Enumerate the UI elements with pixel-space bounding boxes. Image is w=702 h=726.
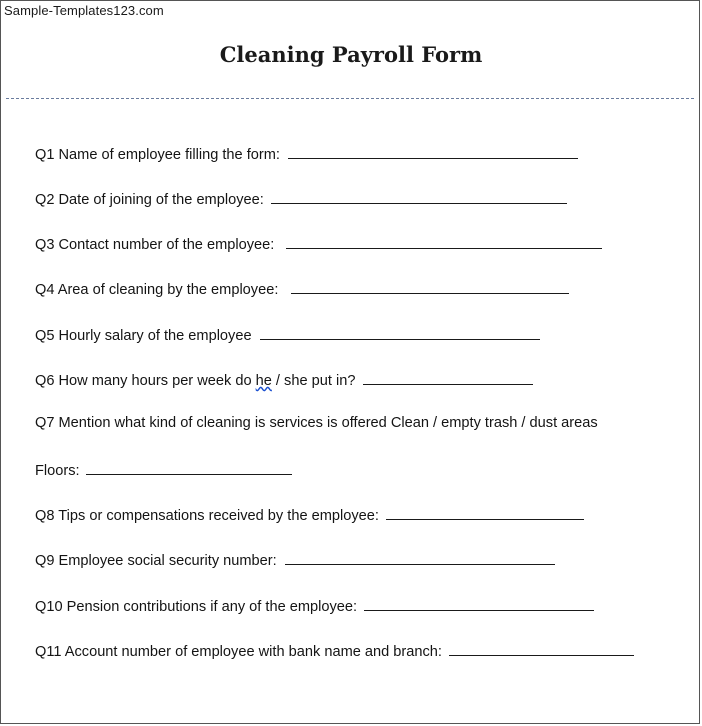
question-label: Q4 Area of cleaning by the employee: [35, 282, 279, 298]
question-q1 [35, 144, 578, 163]
question-q4 [35, 279, 569, 298]
answer-blank-q11[interactable] [449, 641, 634, 656]
question-label-part: Q6 How many hours per week do [35, 373, 256, 389]
question-label: Q11 Account number of employee with bank name and branch: [35, 644, 442, 660]
answer-blank-q6[interactable] [363, 370, 533, 385]
question-q3 [35, 234, 602, 253]
question-label: Q9 Employee social security number: [35, 553, 277, 569]
site-watermark: Sample-Templates123.com [4, 3, 164, 18]
answer-blank-q9[interactable] [285, 550, 555, 565]
answer-blank-q10[interactable] [364, 596, 594, 611]
answer-blank-q8[interactable] [386, 505, 584, 520]
question-q6 [35, 370, 533, 389]
question-q2 [35, 189, 567, 208]
question-q10 [35, 596, 594, 615]
answer-blank-q2[interactable] [271, 189, 567, 204]
answer-blank-q5[interactable] [260, 325, 540, 340]
question-label: Q7 Mention what kind of cleaning is services is offered Clean / empty trash / dust areas [35, 415, 598, 431]
question-label: Q1 Name of employee filling the form: [35, 147, 280, 163]
question-q11 [35, 641, 634, 660]
question-label: Q8 Tips or compensations received by the employee: [35, 508, 379, 524]
question-label: Q10 Pension contributions if any of the employee: [35, 599, 358, 615]
form-title: Cleaning Payroll Form [219, 42, 483, 67]
question-q7 [35, 415, 598, 431]
answer-blank-q3[interactable] [286, 234, 602, 249]
answer-blank-q1[interactable] [288, 144, 578, 159]
flagged-word: he [255, 373, 272, 389]
question-label: Floors: [35, 463, 80, 479]
question-q9 [35, 550, 555, 569]
answer-blank-q4[interactable] [291, 279, 569, 294]
answer-blank-floors[interactable] [86, 460, 292, 475]
question-q8 [35, 505, 584, 524]
question-label: Q5 Hourly salary of the employee [35, 328, 252, 344]
header-divider [6, 98, 694, 99]
question-q5 [35, 325, 540, 344]
question-q7-floors [35, 460, 292, 479]
question-label: Q2 Date of joining of the employee: [35, 192, 264, 208]
question-label: Q3 Contact number of the employee: [35, 237, 275, 253]
question-label-part: / she put in? [271, 373, 356, 389]
